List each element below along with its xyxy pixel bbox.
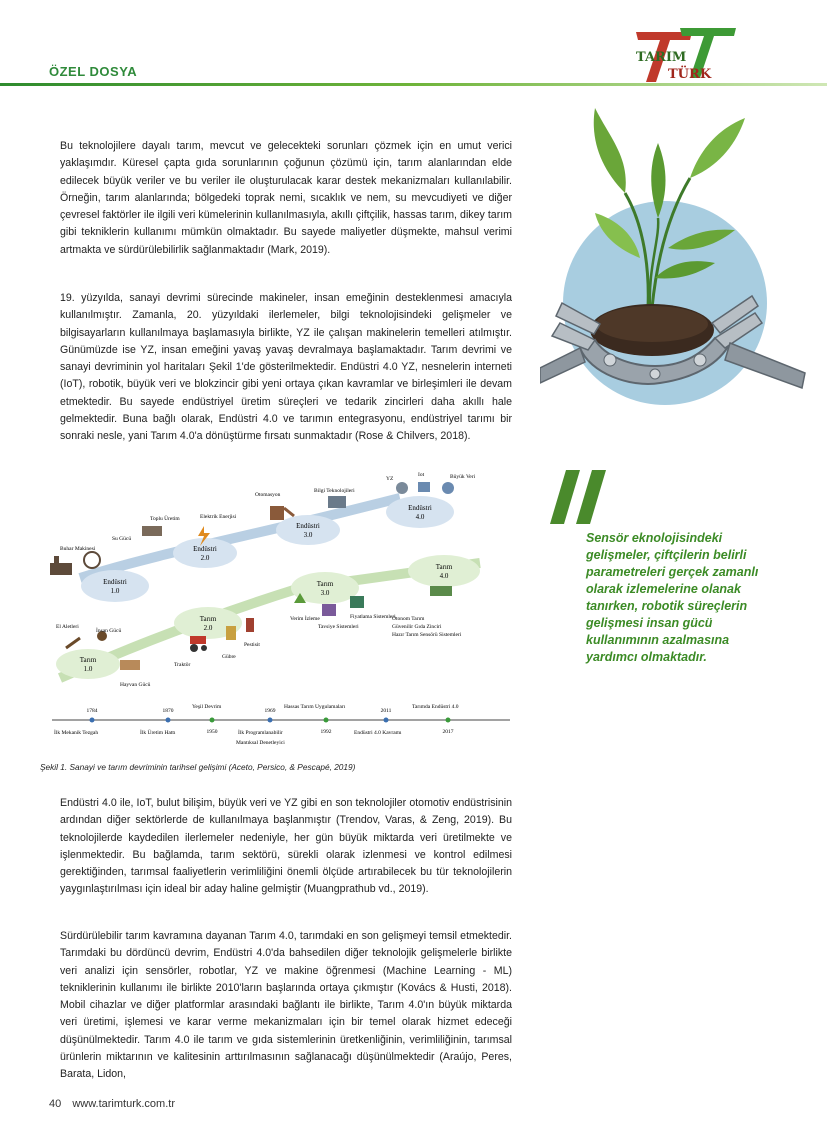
paragraph-4: Sürdürülebilir tarım kavramına dayanan Tarım 4.0, tarımdaki en son gelişmeyi temsil etmektedir. Tarımdaki bu dördüncü devrim, Endüstri 4.0'da bahsedilen diğer teknolojik gelişmelerle birlikte veri analizi için sensörler, robotlar, YZ ve makine öğrenmesi (Machine Learning - ML) tekniklerinin kullanımı ile birlikte 2010'ların başlarında ortaya çıkmıştır (Kovács & Husti, 2018). Mobil cihazlar ve diğer platformlar arasındaki bağlantı ile birlikte, Tarım 4.0'ın büyük miktarda veri üretimi, işlemesi ve karar verme mekanizmaları için bir temel olarak hizmet edeceği düşünülmektedir. Tarım 4.0 ile tarım ve gıda sistemlerinin üretkenliğinin, verimliliğinin, tarımsal ürünlerin miktarının ve kalitesinin arttırılmasının sağlanacağı düşünülmektedir (Araújo, Peres, Barata, Lidon, [60, 930, 512, 1081]
page-footer [49, 1098, 175, 1110]
industry-node-version: 2.0 [200, 554, 210, 562]
steam-engine-icon [50, 556, 72, 575]
event-industry-4-concept: Endüstri 4.0 Kavramı [354, 730, 402, 736]
industry-node-version: 4.0 [415, 513, 425, 521]
industry-node-2 [173, 538, 237, 568]
svg-text:1784: 1784 [86, 708, 98, 714]
section-label: ÖZEL DOSYA [49, 64, 138, 79]
event-logic-controller: Mantıksal Denetleyici [236, 740, 285, 746]
smart-farm-icon [430, 586, 452, 596]
label-water-power: Su Gücü [112, 536, 132, 542]
label-mass-production: Toplu Üretim [150, 516, 180, 522]
industry-node-title: Endüstri [408, 504, 432, 512]
industry-node-title: Endüstri [296, 522, 320, 530]
agriculture-node-version: 4.0 [439, 572, 449, 580]
label-electricity: Elektrik Enerjisi [200, 514, 237, 520]
industry-node-4 [386, 496, 454, 528]
industry-node-version: 1.0 [110, 587, 120, 595]
industry-node-version: 3.0 [303, 531, 313, 539]
label-fertilizer: Gübre [222, 654, 236, 660]
event-first-programmable: İlk Programlanabilir [238, 730, 283, 736]
tarimturk-logo [632, 26, 742, 84]
paragraph-2: 19. yüzyılda, sanayi devrimi sürecinde makineler, insan emeğinin desteklenmesi amacıyla kullanılmıştır. Zamanla, 20. yüzyıldaki ilerlemeler, bilgi teknolojisindeki gelişmeler ve bilgisayarların kullanılmaya başlamasıyla birlikte, YZ ile çalışan makinelerin temelleri atılmıştır. Günümüzde ise YZ, insan emeğini yavaş yavaş devralmaya başlamaktadır. Tarım devrimi ve sanayi devriminin yol haritaları Şekil 1'de gösterilmektedir. Endüstri 4.0 YZ, nesnelerin interneti (IoT), robotik, büyük veri ve blokzincir gibi yeni ortaya çıkan kavramlar ve birleşimleri ile devam etmektedir. Bu sayede endüstriyel üretim süreçleri ve tedarik zincirleri daha akıllı hale gelmektedir. Buna bağlı olarak, Endüstri 4.0 ve tarımın entegrasyonu, endüstriyel tarımı bir sonraki nesle, yani Tarım 4.0'a dönüştürme fırsatı sunmaktadır (Rose & Chilvers, 2018). [60, 292, 512, 443]
industry-node-title: Endüstri [193, 545, 217, 553]
label-hand-tools: El Aletleri [56, 624, 79, 630]
event-first-production-line: İlk Üretim Hattı [140, 730, 176, 736]
mass-production-icon [142, 526, 162, 536]
industry-node-title: Endüstri [103, 578, 127, 586]
tractor-icon [190, 636, 207, 652]
svg-text:2011: 2011 [380, 708, 392, 714]
industry-node-3 [276, 515, 340, 545]
label-automation: Otomasyon [255, 492, 281, 498]
svg-text:2017: 2017 [442, 729, 454, 735]
label-iot: Iot [418, 472, 425, 478]
recommendation-icon [322, 604, 336, 616]
pull-quote: Sensör eknolojisindeki gelişmeler, çiftçilerin belirli parametreleri gerçek zamanlı olarak izlemelerine olanak tanırken, robotik süreçlerin gelişmesi insan gücü kullanımının azalmasına yardımcı olmaktadır. [586, 531, 759, 664]
label-human-power: İnsan Gücü [96, 628, 122, 634]
svg-text:1870: 1870 [162, 708, 174, 714]
big-data-icon [442, 482, 454, 494]
paragraph-3: Endüstri 4.0 ile, IoT, bulut bilişim, büyük veri ve YZ gibi en son teknolojiler otomotiv endüstrisinin ardından diğer sektörlerde de kullanılmaya başlanmıştır (Trendov, Varas, & Zeng, 2019). Bu teknolojilerde kaydedilen ilerlemeler nedeniyle, her gün büyük miktarda veri üretilmekte ve işlenmektedir. Bu bağlamda, tarım sektörü, sürekli olarak izlenmesi ve kontrol edilmesi gerektiğinden, tarımsal faaliyetlerin verimliliğini önemli ölçüde artırabilecek bu tür teknolojilerin yaygınlaştırılması için ideal bir aday haline gelmiştir (Muangprathub vd., 2019). [60, 797, 512, 896]
agriculture-node-version: 1.0 [83, 665, 93, 673]
agriculture-node-4 [408, 555, 480, 587]
agriculture-node-version: 3.0 [320, 589, 330, 597]
figure-caption: Şekil 1. Sanayi ve tarım devriminin tarihsel gelişimi (Aceto, Persico, & Pescapé, 2019) [40, 762, 356, 772]
svg-text:1992: 1992 [320, 729, 332, 735]
revolution-roadmap-figure [40, 468, 512, 758]
label-ai: YZ [386, 476, 394, 482]
label-recommendation-systems: Tavsiye Sistemleri [318, 624, 359, 630]
agriculture-node-title: Tarım [79, 656, 97, 664]
agriculture-node-title: Tarım [199, 615, 217, 623]
paragraph-1: Bu teknolojilere dayalı tarım, mevcut ve gelecekteki sorunları çözmek için en umut verici yaklaşımdır. Küresel çapta gıda sorunlarının çoğunun çözümü için, tarım alanlarından elde edilecek büyük veriler ve bu veriler ile oluşturulacak karar destek mekanizmaları kullanılabilir. Örneğin, tarım alanlarında; bölgedeki toprak nemi, sıcaklık ve nem, su mevcudiyeti ve diğer çevresel faktörler ile ilgili veri kümelerinin kullanılmasıyla, akıllı çiftçilik, hassas tarım, dikey tarım gibi tekniklerin kullanımı mümkün olmaktadır. Bu sayede maliyetler düşmekte, mahsul verimi artmakta ve sürdürülebilirlik sağlanmaktadır (Mark, 2019). [60, 140, 512, 256]
event-first-mechanical-loom: İlk Mekanik Tezgah [54, 730, 99, 736]
hand-tools-icon [66, 638, 80, 648]
label-pricing-systems: Fiyatlama Sistemleri [350, 614, 396, 620]
website-link[interactable]: www.tarimturk.com.tr [72, 1098, 175, 1110]
page-number: 40 [49, 1098, 62, 1110]
iot-icon [418, 482, 430, 492]
agriculture-node-1 [56, 649, 120, 679]
agriculture-node-title: Tarım [316, 580, 334, 588]
ox-icon [120, 660, 140, 670]
robot-hands-sprout-image [540, 98, 810, 408]
computer-icon [328, 496, 346, 508]
ai-icon [396, 482, 408, 494]
label-reliable-food-chain: Güvenilir Gıda Zinciri [392, 624, 442, 630]
label-ready-sensor-systems: Hazır Tarım Sensörü Sistemleri [392, 632, 462, 638]
industry-node-1 [81, 570, 149, 602]
water-wheel-icon [84, 552, 100, 568]
svg-text:1969: 1969 [264, 708, 276, 714]
label-pesticide: Pestisit [244, 642, 260, 648]
label-animal-power: Hayvan Gücü [120, 682, 151, 688]
label-big-data: Büyük Veri [450, 474, 476, 480]
label-yield-monitoring: Verim İzleme [290, 616, 320, 622]
pricing-icon [350, 596, 364, 608]
label-tractor: Traktör [174, 662, 191, 668]
quote-mark-icon [548, 468, 610, 526]
logo-text-bottom: TÜRK [668, 67, 712, 82]
event-industry-4-in-agriculture: Tarımda Endüstri 4.0 [412, 704, 459, 710]
event-precision-agriculture: Hassas Tarım Uygulamaları [284, 704, 346, 710]
label-autonomous-farming: Otonom Tarım [392, 616, 425, 622]
fertilizer-icon [226, 626, 236, 640]
svg-text:1950: 1950 [206, 729, 218, 735]
event-green-revolution: Yeşil Devrim [192, 704, 222, 710]
label-steam-engine: Buhar Makinesi [60, 546, 96, 552]
agriculture-node-version: 2.0 [203, 624, 213, 632]
agriculture-node-title: Tarım [435, 563, 453, 571]
logo-text-top: TARIM [636, 50, 687, 65]
label-information-technologies: Bilgi Teknolojileri [314, 488, 355, 494]
pesticide-icon [246, 618, 254, 632]
